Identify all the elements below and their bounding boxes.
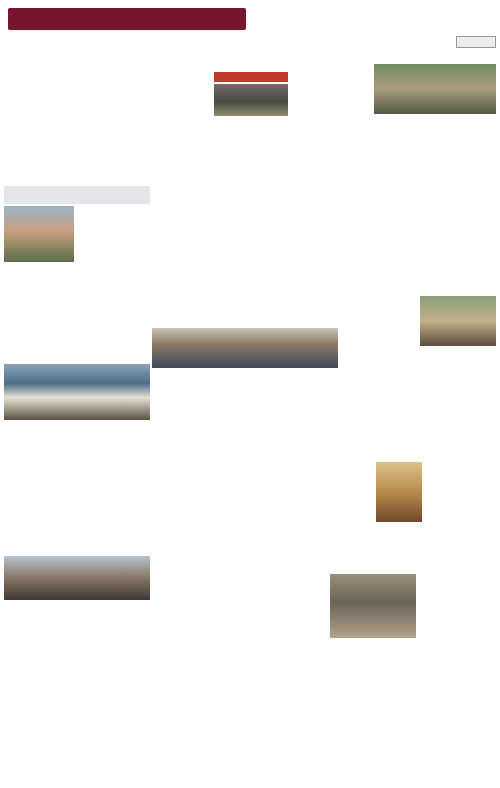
cyber-workshop-photo bbox=[152, 328, 338, 368]
article-body bbox=[420, 574, 496, 784]
elephant-photo bbox=[214, 84, 288, 116]
institution-demand-photo bbox=[4, 556, 150, 600]
science-fair-banner bbox=[4, 186, 150, 204]
anniversary-logo bbox=[376, 10, 406, 34]
page-number-badge bbox=[456, 36, 496, 48]
article-body bbox=[152, 463, 338, 505]
article-body bbox=[420, 350, 496, 384]
article-body bbox=[6, 603, 76, 783]
farmer-meeting-photo bbox=[420, 296, 496, 346]
article-body bbox=[79, 603, 150, 783]
article-body bbox=[252, 574, 326, 784]
page-number bbox=[457, 48, 461, 54]
article-body bbox=[420, 117, 496, 272]
article-body bbox=[79, 423, 150, 538]
article-body bbox=[6, 428, 76, 538]
puja-photo bbox=[376, 462, 422, 522]
article-body bbox=[152, 520, 338, 550]
article-body bbox=[340, 122, 416, 272]
article-body bbox=[6, 270, 74, 346]
article-body bbox=[79, 63, 149, 186]
article-body bbox=[425, 462, 496, 550]
article-body bbox=[6, 68, 76, 186]
article-body bbox=[152, 72, 210, 248]
article-body bbox=[340, 386, 496, 444]
article-body bbox=[278, 371, 338, 446]
article-body bbox=[330, 642, 416, 784]
protest-meeting-photo bbox=[4, 364, 150, 420]
article-body bbox=[152, 584, 248, 784]
article-body bbox=[152, 268, 338, 306]
article-body bbox=[215, 371, 275, 446]
damaged-road-photo bbox=[330, 574, 416, 638]
article-body bbox=[213, 118, 271, 248]
article-body bbox=[78, 206, 150, 346]
section-banner bbox=[8, 8, 246, 30]
article-body bbox=[291, 72, 337, 248]
article-body bbox=[152, 376, 212, 446]
science-fair-photo bbox=[4, 206, 74, 262]
article-body bbox=[340, 296, 416, 384]
ganja-seized-photo bbox=[374, 64, 496, 114]
forest-dept-badge bbox=[214, 72, 288, 82]
article-body bbox=[340, 462, 374, 550]
masthead bbox=[0, 0, 500, 50]
